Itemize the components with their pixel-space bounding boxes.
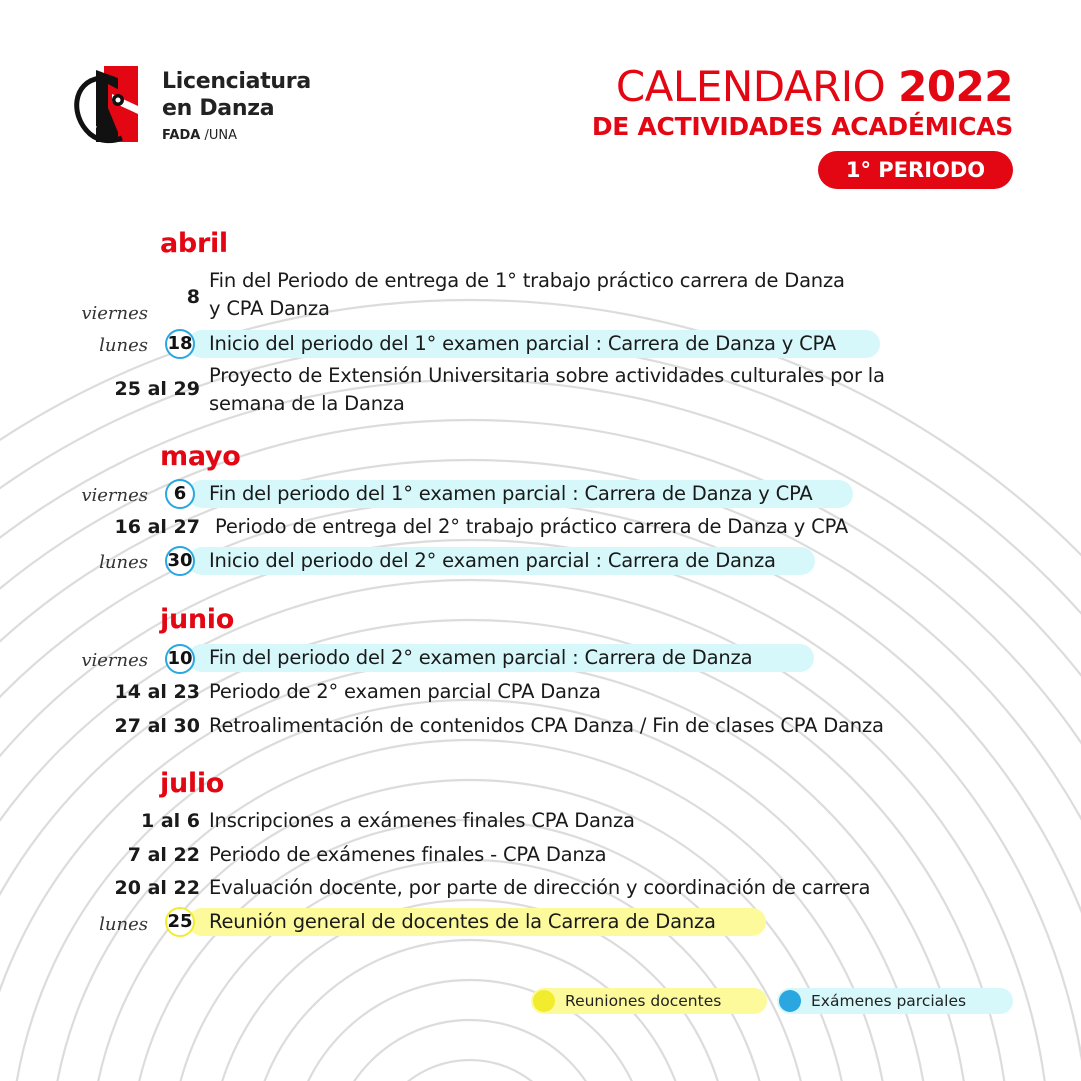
exam-day-circle: 30 xyxy=(165,546,195,576)
month-july: julio xyxy=(160,768,225,799)
dance-logo-icon xyxy=(66,64,154,144)
event-text: Reunión general de docentes de la Carrera de Danza xyxy=(209,910,716,933)
event-text: Periodo de exámenes finales - CPA Danza xyxy=(209,843,607,866)
weekday-label: lunes xyxy=(99,552,148,573)
brand-org-sep: / xyxy=(204,128,209,143)
event-text: Inicio del periodo del 1° examen parcial : Carrera de Danza y CPA xyxy=(209,332,836,355)
day-range: 7 al 22 xyxy=(127,844,200,866)
calendar-title xyxy=(592,62,1013,142)
month-june: junio xyxy=(160,604,235,635)
event-text: Fin del periodo del 1° examen parcial : Carrera de Danza y CPA xyxy=(209,482,813,505)
legend-meetings-label: Reuniones docentes xyxy=(565,992,722,1010)
yellow-dot-icon xyxy=(533,990,555,1012)
day-range: 14 al 23 xyxy=(114,681,200,703)
title-subtitle: DE ACTIVIDADES ACADÉMICAS xyxy=(591,112,1013,141)
legend-meetings xyxy=(531,988,767,1014)
weekday-label: viernes xyxy=(81,650,148,671)
event-text: Inicio del periodo del 2° examen parcial : Carrera de Danza xyxy=(209,549,776,572)
day-number: 8 xyxy=(186,286,200,308)
brand-block xyxy=(162,68,311,143)
brand-org-2: UNA xyxy=(208,128,237,143)
event-text: Fin del periodo del 2° examen parcial : Carrera de Danza xyxy=(209,646,753,669)
event-text: semana de la Danza xyxy=(209,392,405,415)
weekday-label: lunes xyxy=(99,914,148,935)
brand-org-1: FADA xyxy=(162,128,201,143)
event-text: Evaluación docente, por parte de dirección y coordinación de carrera xyxy=(209,876,871,899)
meeting-day-circle: 25 xyxy=(165,907,195,937)
exam-day-circle: 18 xyxy=(165,329,195,359)
brand-line-2: en Danza xyxy=(162,96,275,121)
event-text: y CPA Danza xyxy=(209,297,330,320)
exam-day-circle: 6 xyxy=(165,479,195,509)
brand-line-1: Licenciatura xyxy=(162,69,311,94)
event-text: Inscripciones a exámenes finales CPA Danza xyxy=(209,809,635,832)
exam-day-circle: 10 xyxy=(165,644,195,674)
day-range: 20 al 22 xyxy=(114,877,200,899)
weekday-label: viernes xyxy=(81,303,148,324)
brand-org xyxy=(162,128,311,143)
legend-exams-label: Exámenes parciales xyxy=(811,992,967,1010)
day-range: 25 al 29 xyxy=(114,378,200,400)
day-range: 27 al 30 xyxy=(114,715,200,737)
event-text: Periodo de entrega del 2° trabajo práctico carrera de Danza y CPA xyxy=(215,515,849,538)
weekday-label: lunes xyxy=(99,335,148,356)
event-text: Fin del Periodo de entrega de 1° trabajo práctico carrera de Danza xyxy=(209,269,845,292)
title-main: CALENDARIO xyxy=(615,62,886,111)
event-text: Periodo de 2° examen parcial CPA Danza xyxy=(209,680,601,703)
month-april: abril xyxy=(160,228,228,259)
day-range: 16 al 27 xyxy=(114,516,200,538)
legend-exams xyxy=(777,988,1013,1014)
month-may: mayo xyxy=(160,441,241,472)
period-badge: 1° PERIODO xyxy=(818,151,1013,189)
weekday-label: viernes xyxy=(81,485,148,506)
day-range: 1 al 6 xyxy=(140,810,200,832)
blue-dot-icon xyxy=(779,990,801,1012)
event-text: Proyecto de Extensión Universitaria sobre actividades culturales por la xyxy=(209,364,885,387)
event-text: Retroalimentación de contenidos CPA Danza / Fin de clases CPA Danza xyxy=(209,714,884,737)
title-year: 2022 xyxy=(898,62,1013,111)
